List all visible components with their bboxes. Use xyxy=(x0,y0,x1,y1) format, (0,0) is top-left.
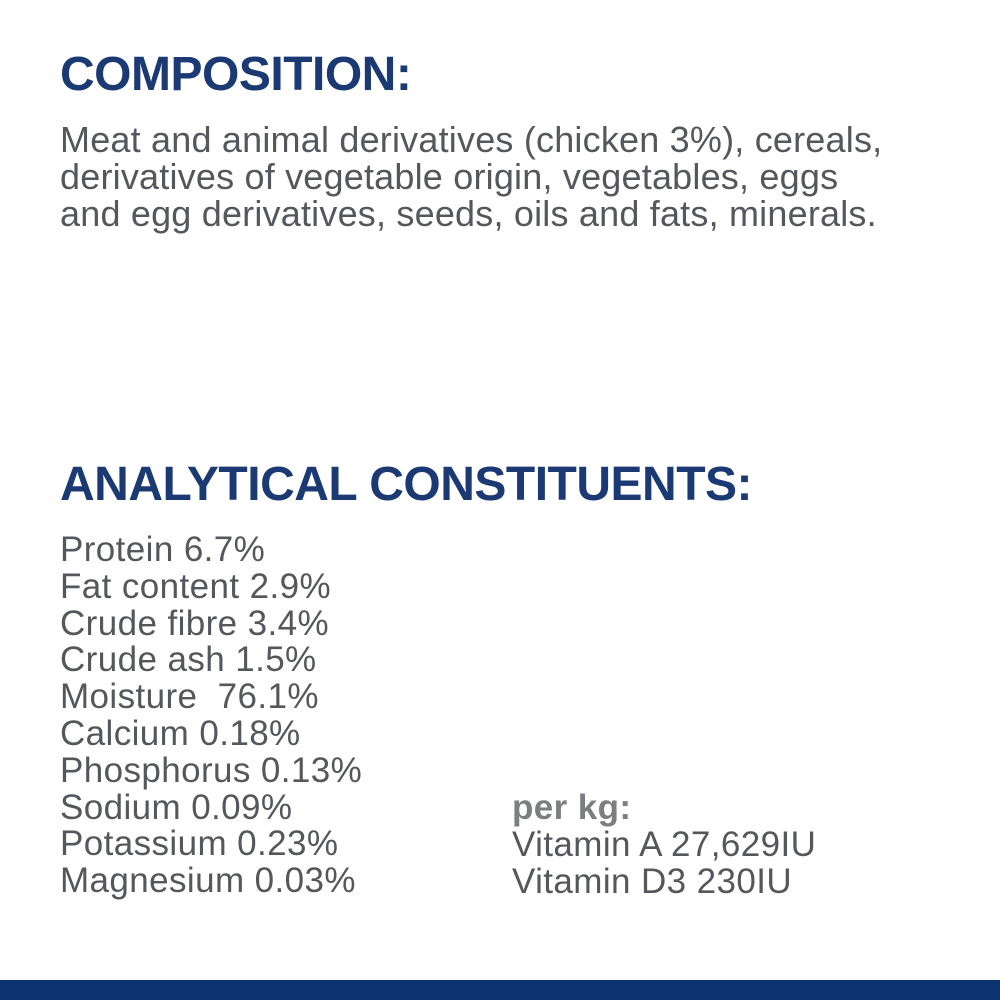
composition-text-line: Meat and animal derivatives (chicken 3%), cereals, xyxy=(60,119,883,160)
vitamin-d3-value: Vitamin D3 230IU xyxy=(512,861,793,901)
constituent-fibre: Crude fibre 3.4% xyxy=(60,603,330,643)
constituent-fat: Fat content 2.9% xyxy=(60,566,332,606)
constituent-sodium: Sodium 0.09% xyxy=(60,787,293,827)
constituents-list xyxy=(60,532,362,900)
per-kg-block xyxy=(512,790,816,900)
constituent-ash: Crude ash 1.5% xyxy=(60,640,317,680)
analytical-constituents-heading: ANALYTICAL CONSTITUENTS: xyxy=(60,458,753,511)
composition-text-line: derivatives of vegetable origin, vegetables, eggs xyxy=(60,156,839,197)
constituent-moisture: Moisture 76.1% xyxy=(60,677,319,717)
composition-text-line: and egg derivatives, seeds, oils and fats, minerals. xyxy=(60,193,877,234)
per-kg-label: per kg: xyxy=(512,788,632,827)
vitamin-a-value: Vitamin A 27,629IU xyxy=(512,824,817,864)
constituent-phosphorus: Phosphorus 0.13% xyxy=(60,750,363,790)
bottom-brand-bar xyxy=(0,980,1000,1000)
constituent-potassium: Potassium 0.23% xyxy=(60,824,339,864)
constituent-magnesium: Magnesium 0.03% xyxy=(60,861,356,901)
composition-heading: COMPOSITION: xyxy=(60,48,412,101)
composition-text xyxy=(60,121,940,232)
constituent-protein: Protein 6.7% xyxy=(60,530,266,569)
constituent-calcium: Calcium 0.18% xyxy=(60,713,301,753)
